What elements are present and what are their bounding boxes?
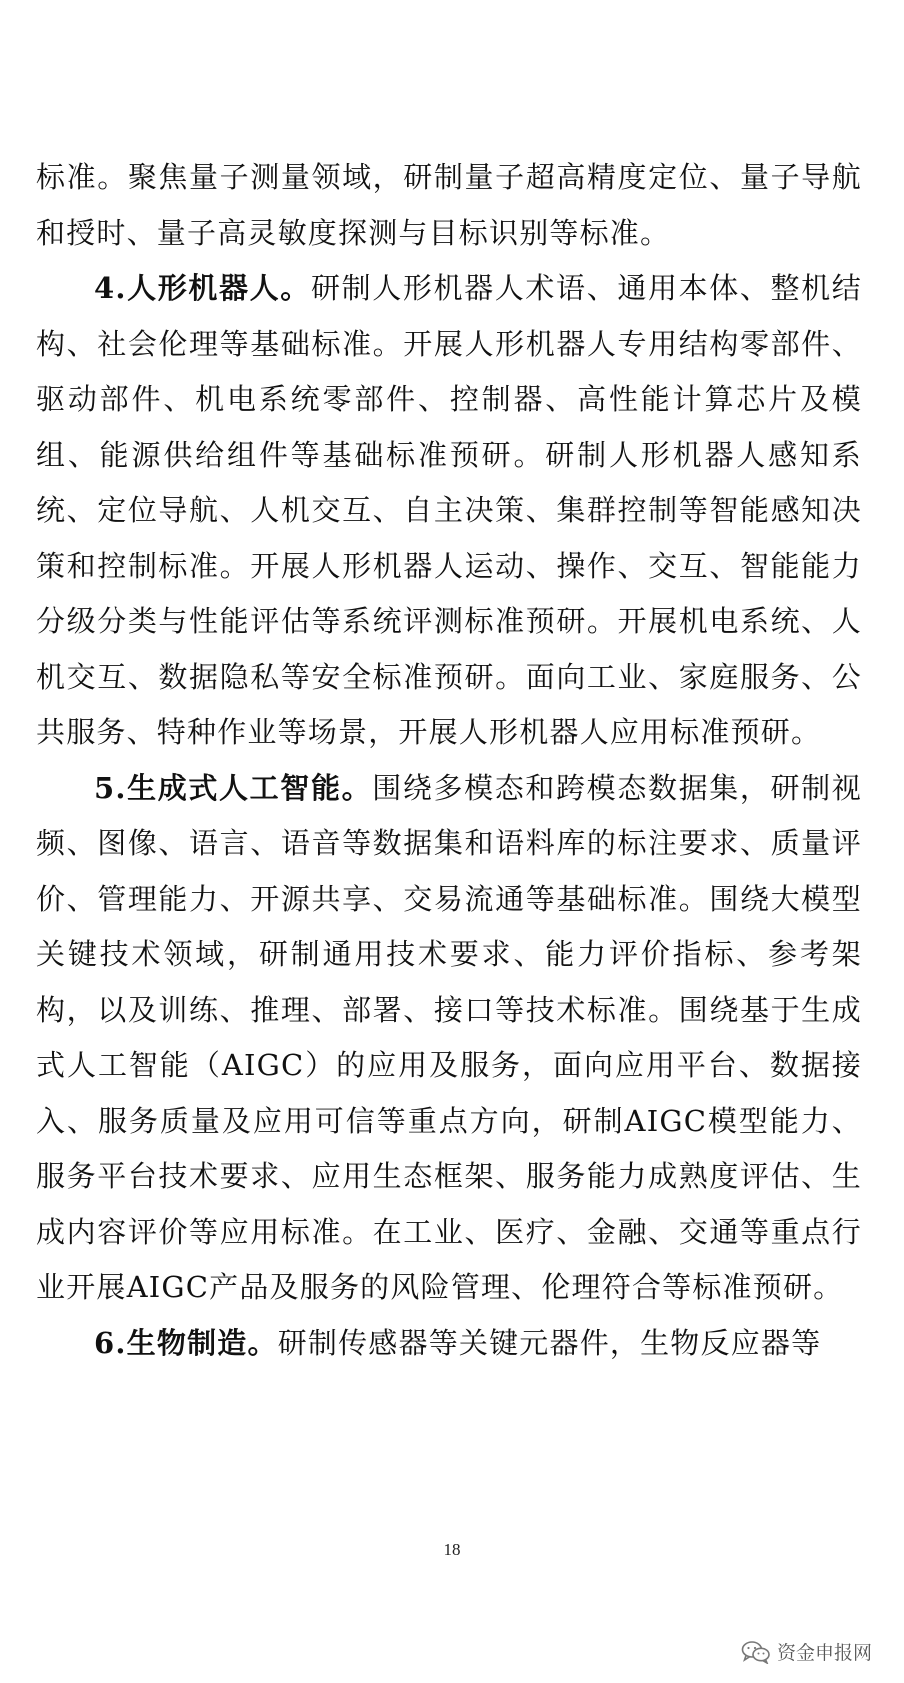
section-heading: 5.生成式人工智能。 bbox=[94, 770, 373, 805]
wechat-icon bbox=[741, 1640, 771, 1664]
paragraph-bio-manufacturing bbox=[36, 1316, 862, 1372]
paragraph-generative-ai bbox=[36, 761, 862, 1316]
paragraph-humanoid-robot bbox=[36, 261, 862, 761]
paragraph-text: 标准。聚焦量子测量领域，研制量子超高精度定位、量子导航和授时、量子高灵敏度探测与目标识别等标准。 bbox=[36, 160, 862, 250]
watermark bbox=[741, 1638, 872, 1665]
paragraph-intro bbox=[36, 150, 862, 261]
paragraph-text: 研制传感器等关键元器件，生物反应器等 bbox=[277, 1325, 822, 1360]
watermark-text: 资金申报网 bbox=[776, 1642, 872, 1664]
paragraph-text: 围绕多模态和跨模态数据集，研制视频、图像、语言、语音等数据集和语料库的标注要求、质量评价、管理能力、开源共享、交易流通等基础标准。围绕大模型关键技术领域，研制通用技术要求、能力评价指标、参考架构，以及训练、推理、部署、接口等技术标准。围绕基于生成式人工智能（AIGC）的应用及服务，面向应用平台、数据接入、服务质量及应用可信等重点方向，研制AIGC模型能力、服务平台技术要求、应用生态框架、服务能力成熟度评估、生成内容评价等应用标准。在工业、医疗、金融、交通等重点行业开展AIGC产品及服务的风险管理、伦理符合等标准预研。 bbox=[36, 770, 862, 1304]
document-body bbox=[36, 150, 862, 1371]
paragraph-text: 研制人形机器人术语、通用本体、整机结构、社会伦理等基础标准。开展人形机器人专用结构零部件、驱动部件、机电系统零部件、控制器、高性能计算芯片及模组、能源供给组件等基础标准预研。研制人形机器人感知系统、定位导航、人机交互、自主决策、集群控制等智能感知决策和控制标准。开展人形机器人运动、操作、交互、智能能力分级分类与性能评估等系统评测标准预研。开展机电系统、人机交互、数据隐私等安全标准预研。面向工业、家庭服务、公共服务、特种作业等场景，开展人形机器人应用标准预研。 bbox=[36, 271, 863, 749]
section-heading: 4.人形机器人。 bbox=[94, 271, 311, 305]
section-heading: 6.生物制造。 bbox=[94, 1325, 278, 1360]
page-number: 18 bbox=[443, 1540, 461, 1559]
